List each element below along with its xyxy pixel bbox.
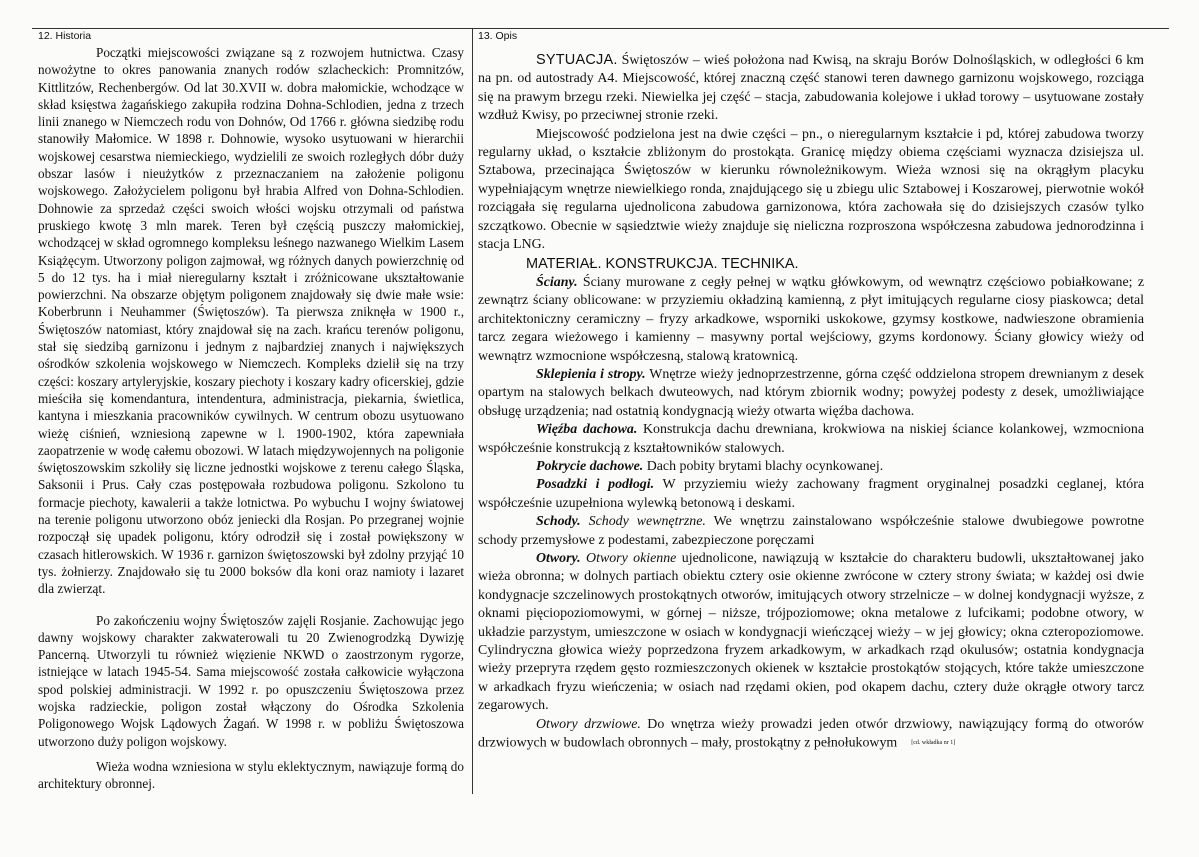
sytuacja-paragraph	[478, 51, 1144, 126]
otwory-paragraph	[478, 550, 1144, 716]
posadzki-label: Posadzki i podłogi.	[536, 477, 655, 493]
schody-text: We wnętrzu zainstalowano współcześnie stalowe dwubiegowe powrotne schody przemysłowe z podestami, zabezpieczone poręczami	[478, 514, 1144, 548]
sciany-label: Ściany.	[536, 274, 578, 290]
schody-subtitle: Schody wewnętrzne.	[580, 514, 706, 530]
paragraph-spacer	[38, 750, 464, 758]
pokrycie-paragraph	[478, 458, 1144, 476]
history-paragraph-1: Początki miejscowości związane są z rozwojem hutnictwa. Czasy nowożytne to okres panowania znanych rodów szlacheckich: Promnitzów, Kittlitzów, Rechenbergów. Od lat 30.XVII w. dobra małomickie, wchodzące w skład księstwa żagańskiego zakupiła rodzina Dohna-Schlodien, jedna z trzech linii znanego w Niemczech rodu von Dohnów, Od 1766 r. główna siedzibę rodu stanowiły Małomice. W 1898 r. Dohnowie, wysoko usytuowani w hierarchii wojskowej cesarstwa niemieckiego, wydzielili ze swoich rozległych dóbr duży obszar lasów i nieużytków z przeznaczaniem na założenie poligonu wojskowego. Założycielem poligonu był hrabia Alfred von Dohna-Schlodien. Dohnowie za sprzedaż części swoich włości wojsku otrzymali od państwa pruskiego kwotę 3 mln marek. Teren był częścią puszczy małomickiej, wchodzącej w skład ogromnego kompleksu leśnego nazwanego Wielkim Lasem Książęcym. Utworzony poligon zajmował, wg różnych danych powierzchnię od 5 do 12 tys. ha i miał nieregularny kształt i zróżnicowane ukształtowanie powierzchni. Na obszarze objętym poligonem znajdowały się dwie małe wsie: Koberbrunn i Neuhammer (Świętoszów). Ta pierwsza zniknęła w 1900 r., Świętoszów natomiast, który znajdował się na zach. krańcu terenów poligonu, stał się siedzibą garnizonu i jednym z najbardziej znanych i największych ośrodków szkolenia wojskowego w Niemczech. Kompleks dzielił się na trzy części: koszary artyleryjskie, koszary piechoty i koszary kadry oficerskiej, gdzie mieściła się komendantura, intendentura, administracja, piekarnia, świetlica, kantyna i mieszkania pracowników cywilnych. W centrum obozu usytuowano wieżę ciśnień, wzniesioną zapewne w l. 1900-1902, która zapewniała zaopatrzenie w wodę całemu obozowi. W latach międzywojennych na poligonie świętoszowskim szkoliły się liczne jednostki wojskowe z terenu całego Śląska, Saksonii i Prus. Cały czas postępowała rozbudowa poligonu. Szkolono tu formacje piechoty, kawalerii a także lotnictwa. Po wybuchu I wojny światowej na terenie poligonu utworzono obóz jeniecki dla Rosjan. Po przegranej wojnie rozpoczął się upadek poligonu, który odrodził się i został powiększony w czasach hitlerowskich. W 1936 r. garnizon świętoszowski był zdolny przyjąć 10 tys. żołnierzy. Znajdowało się tu 2000 boksów dla koni oraz namioty i lazaret dla zwierząt.	[38, 45, 464, 597]
sklepienia-label: Sklepienia i stropy.	[536, 366, 646, 382]
history-column	[38, 30, 464, 792]
material-header: MATERIAŁ. KONSTRUKCJA. TECHNIKA.	[526, 256, 799, 273]
drzwi-label: Otwory drzwiowe.	[536, 716, 641, 732]
drzwi-paragraph	[478, 716, 1144, 753]
sciany-text: Ściany murowane z cegły pełnej w wątku główkowym, od wewnątrz częściowo pobiałkowane; z zewnątrz ściany oblicowane: w przyziemiu okładziną kamienną, z płyt imitujących regularne ciosy piaskowca; detal architektoniczny ceramiczny – fryzy arkadkowe, wsporniki uskokowe, gzymsy kostkowe, nadwieszone obramienia tarcz zegara wieżowego i kamienny – masywny portal wejściowy, gzyms kordonowy. Ściany głowicy wieży od wewnątrz wzmocnione współczesną, stalową kratownicą.	[478, 274, 1144, 364]
drzwi-text: Do wnętrza wieży prowadzi jeden otwór drzwiowy, nawiązujący formą do otworów drzwiowych w budowlach obronnych – mały, prostokątny z pełnołukowym	[478, 716, 1145, 751]
podzial-paragraph: Miejscowość podzielona jest na dwie części – pn., o nieregularnym kształcie i pd, której zabudowa tworzy regularny układ, o kształcie zbliżonym do prostokąta. Granicę między obiema częściami wyznacza dzisiejsza ul. Sztabowa, przecinająca Świętoszów w kierunku równoleżnikowym. Wieża wznosi się na okrągłym placyku wypełniającym wnętrze niewielkiego ronda, znajdującego się u zbiegu ulic Sztabowej i Koszarowej, pierwotnie wokół rozciągała się regularna ujednolicona zabudowa garnizonowa, która zachowała się do dzisiejszych czasów tylko szczątkowo. Obecnie w sąsiedztwie wieży znajduje się nieliczna rozproszona współczesna zabudowa jednorodzinna i stacja LNG.	[478, 126, 1144, 253]
column-divider	[472, 28, 473, 794]
otwory-text: ujednolicone, nawiązują w kształcie do charakteru budowli, ukształtowanej jako wieża obronna; w dolnych partiach obiektu cztery osie okienne zwrócone w cztery strony świata; w każdej osi dwie kondygnacje szczelinowych prostokątnych otworów, imitujących otwory strzelnicze – w dolnej kondygnacji wyższe, z oknami pięciopoziomowymi, w górnej – niższe, trójpoziomowe; okna metalowe z lufcikami; podobne otwory, w układzie parzystym, umieszczone w osiach w kondygnacji wieńczącej wieży – w jej głowicy; okna czteropoziomowe. Cylindryczna głowica wieży poprzedzona fryzem arkadkowym, w arkadkach rząd okulusów; ostatnia kondygnacja wieży przeprута rzędem gęsto rozmieszczonych okienek w kształcie prostokątów stojących, które także umieszczone w arkadkach fryzu wieńczenia; w osiach nad rzędami okien, pod okapem dachu, cztery duże okrągłe otwory tarcz zegarowych.	[478, 550, 1144, 714]
wiezba-paragraph	[478, 421, 1144, 458]
otwory-label: Otwory.	[536, 550, 581, 566]
pokrycie-label: Pokrycie dachowe.	[536, 458, 644, 474]
posadzki-paragraph	[478, 476, 1144, 513]
paragraph-spacer	[38, 598, 464, 612]
sytuacja-text: Świętoszów – wieś położona nad Kwisą, na skraju Borów Dolnośląskich, w odległości 6 km na pn. od autostrady A4. Miejscowość, której znaczną część stanowi teren dawnego garnizonu wojskowego, rozciąga się na prawym brzegu rzeki. Niewielka jej część – stacja, zabudowania kolejowe i układ torowy – usytuowane zostały wzdłuż Kwisy, po przeciwnej stronie rzeki.	[478, 53, 1144, 124]
sciany-paragraph	[478, 274, 1144, 366]
history-paragraph-3: Wieża wodna wzniesiona w stylu eklektycznym, nawiązuje formą do architektury obronnej.	[38, 758, 464, 792]
sytuacja-label: SYTUACJA.	[536, 52, 618, 68]
schody-label: Schody.	[536, 514, 581, 530]
pokrycie-text: Dach pobity brytami blachy ocynkowanej.	[643, 458, 884, 474]
header-rule	[32, 28, 1169, 29]
description-column	[478, 30, 1144, 753]
wiezba-label: Więźba dachowa.	[536, 422, 638, 438]
continuation-note: [cd. wkładka nr 1]	[911, 740, 956, 747]
history-paragraph-2: Po zakończeniu wojny Świętoszów zajęli Rosjanie. Zachowując jego dawny wojskowy charakter zakwaterowali tu 20 Zwienogrodzką Dywizję Pancerną. Utworzyli tu również więzienie NKWD o zaostrzonym rygorze, istniejące w latach 1945-54. Sama miejscowość została całkowicie wyłączona spod polskiej administracji. W 1992 r. po opuszczeniu Świętoszowa przez wojska radzieckie, poligon został włączony do Ośrodka Szkolenia Poligonowego Wojsk Lądowych Żagań. W 1998 r. w pobliżu Świętoszowa utworzono duży poligon wojskowy.	[38, 612, 464, 749]
sklepienia-paragraph	[478, 366, 1144, 421]
posadzki-text: W przyziemiu wieży zachowany fragment oryginalnej posadzki ceglanej, która współcześnie uzupełniona wylewką betonową i deskami.	[478, 477, 1144, 511]
schody-paragraph	[478, 513, 1144, 550]
sklepienia-text: Wnętrze wieży jednoprzestrzenne, górna część oddzielona stropem drewnianym z desek opartym na stalowych belkach dwuteowych, nad którym zbiornik wodny; powyżej podesty z desek, umożliwiające obsługę urządzenia; nad ostatnią kondygnacją wieży otwarta więźba dachowa.	[478, 366, 1144, 419]
wiezba-text: Konstrukcja dachu drewniana, krokwiowa na niskiej ściance kolankowej, wzmocniona współcześnie konstrukcją z kształtowników stalowych.	[478, 422, 1144, 456]
otwory-subtitle: Otwory okienne	[580, 550, 677, 566]
history-section-title: 12. Historia	[38, 30, 92, 42]
description-section-title: 13. Opis	[478, 30, 518, 42]
